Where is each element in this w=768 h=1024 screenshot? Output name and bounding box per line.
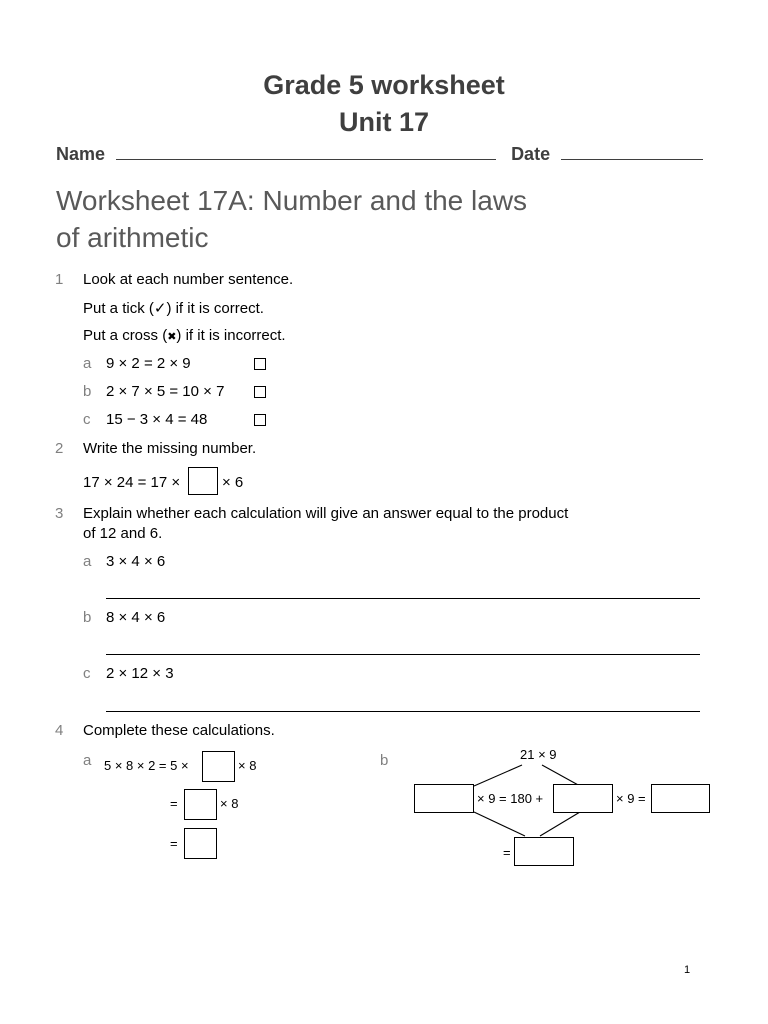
q1a-sentence: 9 × 2 = 2 × 9	[106, 355, 191, 372]
q4b-branch-left	[474, 765, 522, 786]
q2-equation-left: 17 × 24 = 17 ×	[83, 474, 181, 491]
q4b-box-left[interactable]	[414, 784, 474, 813]
q4b-middle-text-1: × 9 = 180 +	[477, 791, 544, 806]
q3-instruction-1: Explain whether each calculation will give an answer equal to the product	[83, 505, 569, 522]
tick-icon: ✓	[153, 300, 167, 317]
q1c-letter: c	[83, 411, 91, 428]
q4b-bottom-equals: =	[503, 845, 511, 860]
name-label: Name	[56, 144, 106, 164]
q4b-letter: b	[380, 752, 389, 769]
q3-instruction-2: of 12 and 6.	[83, 525, 163, 542]
q3a-calculation: 3 × 4 × 6	[106, 553, 166, 570]
q3b-letter: b	[83, 609, 92, 626]
date-label: Date	[511, 144, 551, 164]
q3c-letter: c	[83, 665, 91, 682]
question-3-number: 3	[55, 505, 64, 522]
q1c-sentence: 15 − 3 × 4 = 48	[106, 411, 208, 428]
q3a-letter: a	[83, 553, 92, 570]
question-2-number: 2	[55, 440, 64, 457]
q4b-box-bottom[interactable]	[514, 837, 574, 866]
q1a-letter: a	[83, 355, 92, 372]
question-1-number: 1	[55, 271, 64, 288]
q4b-branch-right	[542, 765, 580, 786]
worksheet-heading-line1: Worksheet 17A: Number and the laws	[56, 185, 528, 216]
q2-instruction: Write the missing number.	[83, 440, 257, 457]
q4-instruction: Complete these calculations.	[83, 722, 275, 739]
worksheet-heading-line2: of arithmetic	[56, 222, 209, 253]
q4b-box-middle[interactable]	[553, 784, 613, 813]
q1-tick-text-post: ) if it is correct.	[166, 300, 264, 317]
unit-title: Unit 17	[338, 107, 430, 137]
q4a-letter: a	[83, 752, 92, 769]
page-number: 1	[684, 964, 691, 976]
q4a-line2-right: × 8	[220, 796, 239, 811]
q4a-line3-equals: =	[170, 836, 178, 851]
q1-cross-text-pre: Put a cross (	[83, 327, 168, 344]
q4a-line1-right: × 8	[238, 758, 257, 773]
q1-cross-text-post: ) if it is incorrect.	[176, 327, 286, 344]
q4b-join-left	[474, 812, 525, 836]
q3c-calculation: 2 × 12 × 3	[106, 665, 174, 682]
q1b-sentence: 2 × 7 × 5 = 10 × 7	[106, 383, 225, 400]
q4a-line2-equals: =	[170, 796, 178, 811]
q4a-line1-left: 5 × 8 × 2 = 5 ×	[104, 758, 189, 773]
q1-tick-text-pre: Put a tick (	[83, 300, 154, 317]
cross-icon: ✖	[167, 331, 177, 343]
q4b-middle-text-2: × 9 =	[616, 791, 646, 806]
q4b-top-expression: 21 × 9	[520, 747, 557, 762]
q1b-letter: b	[83, 383, 92, 400]
q4b-box-right[interactable]	[651, 784, 710, 813]
q4b-join-right	[540, 812, 580, 836]
q1-instruction-1: Look at each number sentence.	[83, 271, 294, 288]
question-4-number: 4	[55, 722, 64, 739]
q2-equation-right: × 6	[222, 474, 244, 491]
worksheet-title: Grade 5 worksheet	[263, 70, 505, 100]
q3b-calculation: 8 × 4 × 6	[106, 609, 166, 626]
